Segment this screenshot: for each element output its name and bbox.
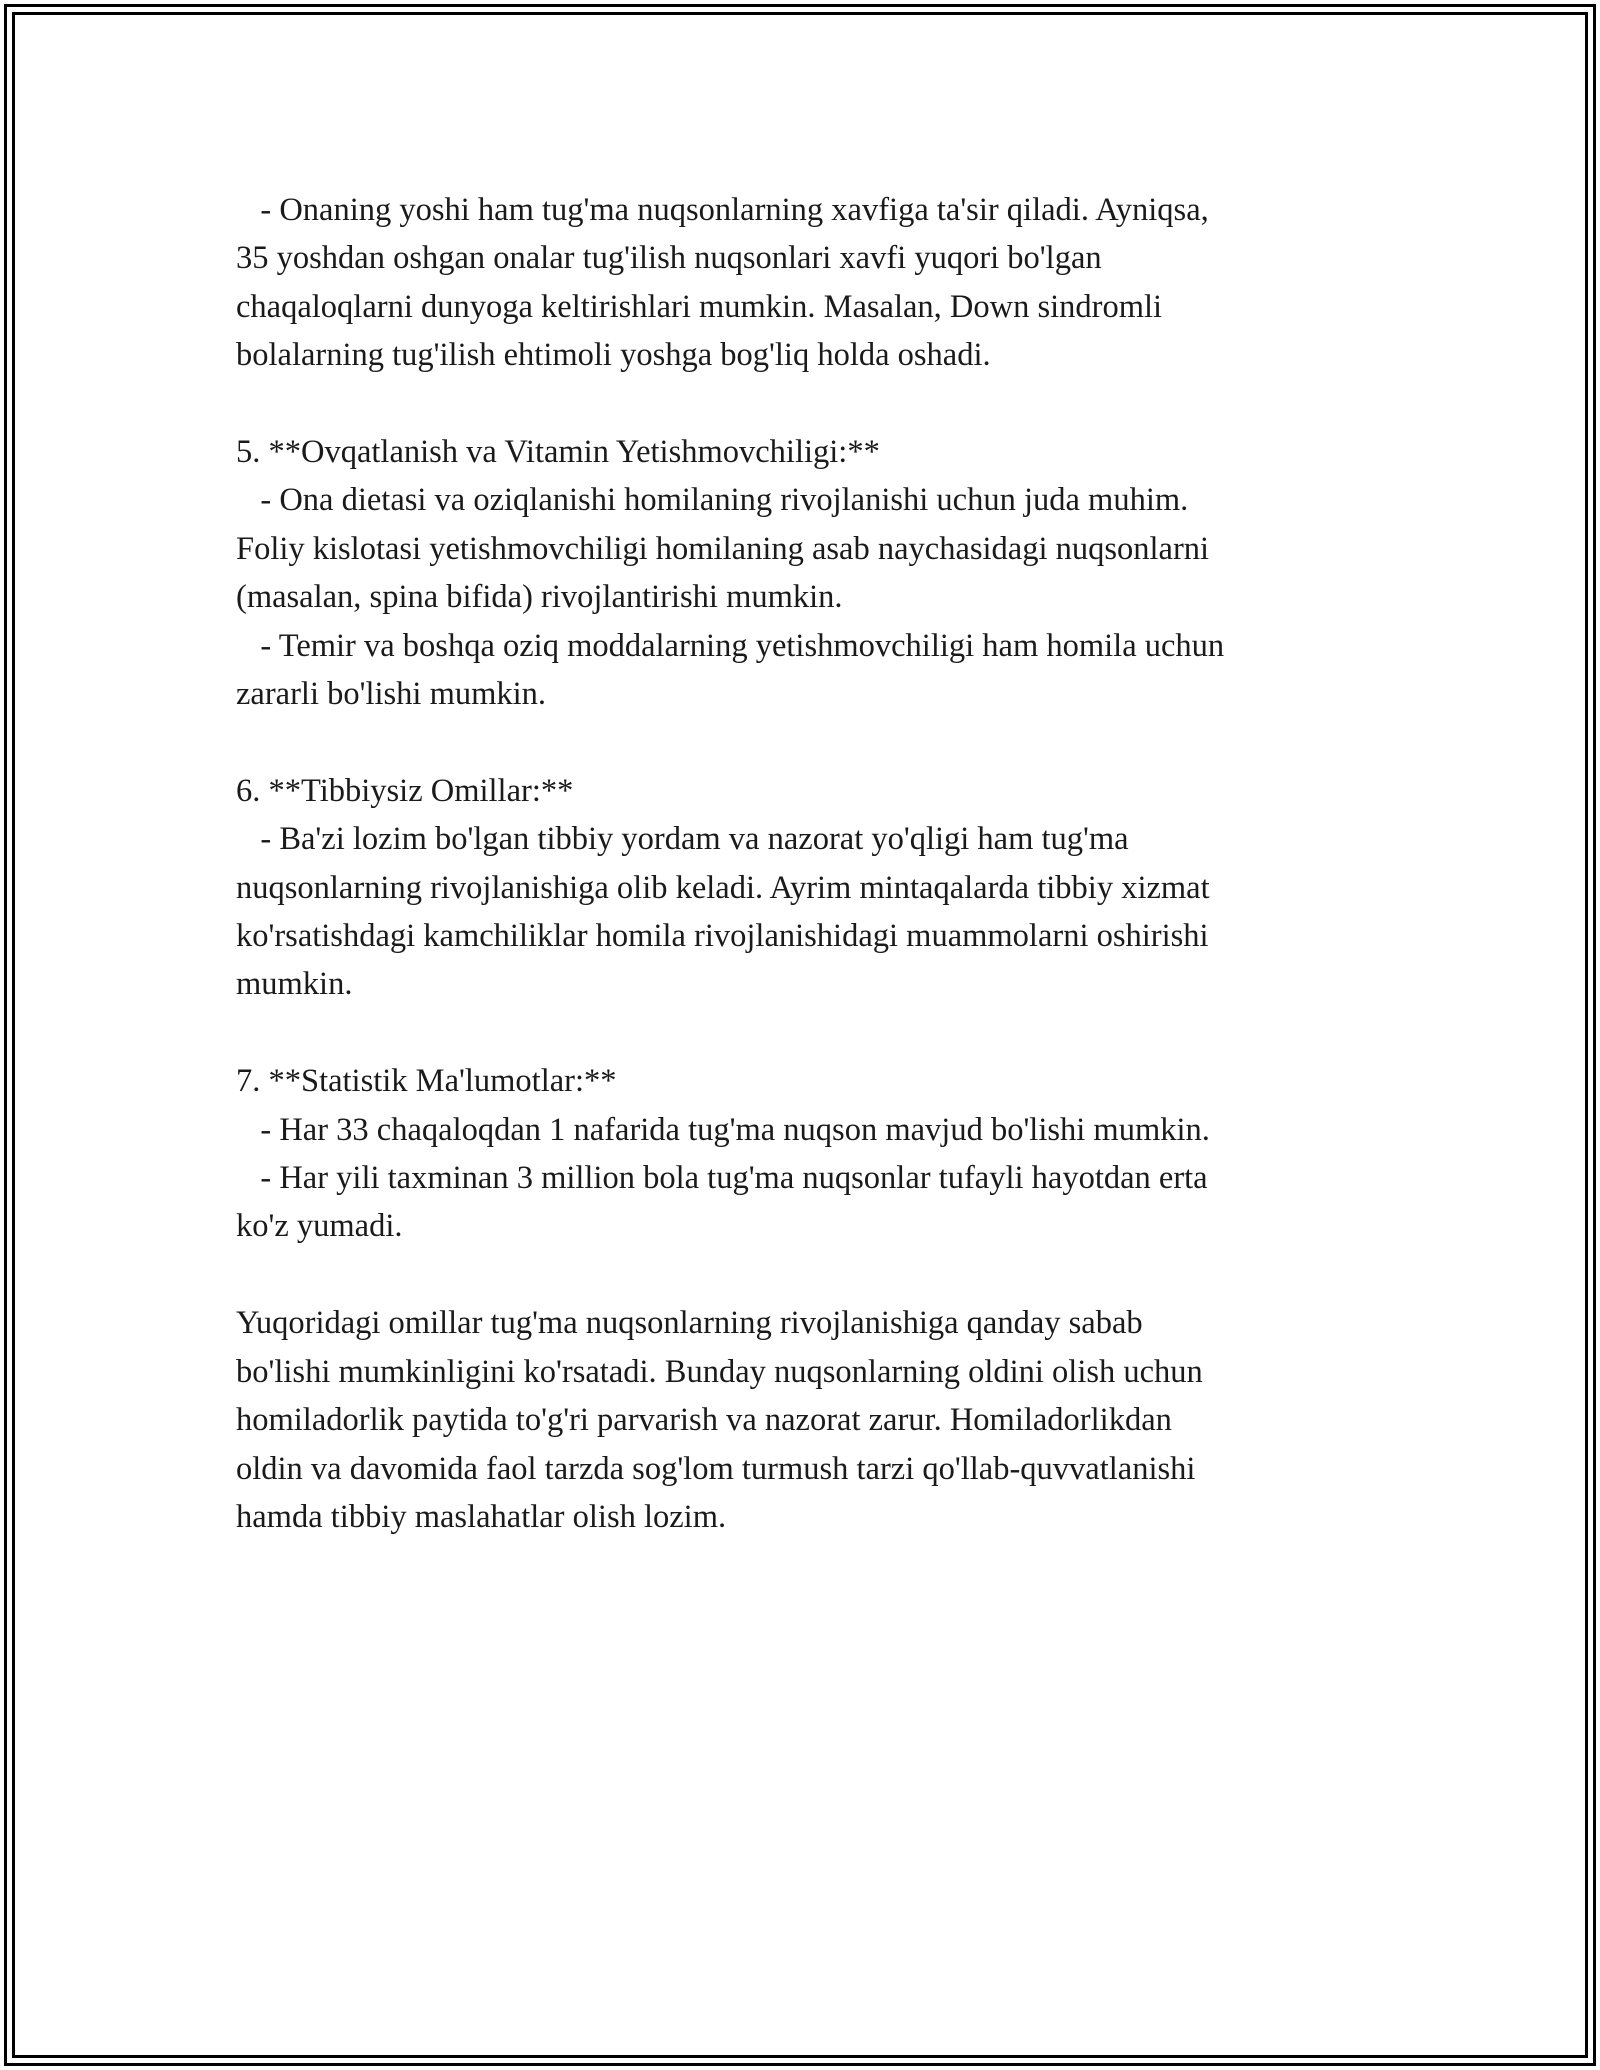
text-line: - Temir va boshqa oziq moddalarning yetishmovchiligi ham homila uchun [236,627,1225,664]
section-heading: 6. **Tibbiysiz Omillar:** [236,772,574,809]
text-line: (masalan, spina bifida) rivojlantirishi mumkin. [236,579,843,616]
section-heading: 5. **Ovqatlanish va Vitamin Yetishmovchiligi:** [236,434,880,471]
text-line: - Har 33 chaqaloqdan 1 nafarida tug'ma nuqson mavjud bo'lishi mumkin. [236,1111,1210,1148]
text-line: - Ona dietasi va oziqlanishi homilaning rivojlanishi uchun juda muhim. [236,482,1189,519]
text-line: oldin va davomida faol tarzda sog'lom turmush tarzi qo'llab-quvvatlanishi [236,1450,1196,1487]
section-nutrition [236,428,1376,718]
text-line: 35 yoshdan oshgan onalar tug'ilish nuqsonlari xavfi yuqori bo'lgan [236,240,1102,277]
text-line: ko'rsatishdagi kamchiliklar homila rivojlanishidagi muammolarni oshirishi [236,918,1209,955]
text-line: - Har yili taxminan 3 million bola tug'ma nuqsonlar tufayli hayotdan erta [236,1160,1208,1197]
section-statistics [236,1057,1376,1251]
text-line: Foliy kislotasi yetishmovchiligi homilaning asab naychasidagi nuqsonlarni [236,530,1210,567]
text-line: Yuqoridagi omillar tug'ma nuqsonlarning rivojlanishiga qanday sabab [236,1305,1143,1342]
text-line: hamda tibbiy maslahatlar olish lozim. [236,1498,727,1535]
section-non-medical-factors [236,767,1376,1009]
text-line: homiladorlik paytida to'g'ri parvarish va nazorat zarur. Homiladorlikdan [236,1402,1172,1439]
paragraph-conclusion [236,1299,1376,1541]
text-line: nuqsonlarning rivojlanishiga olib keladi. Ayrim mintaqalarda tibbiy xizmat [236,869,1210,906]
text-line: ko'z yumadi. [236,1208,403,1245]
paragraph-gap [236,380,1376,428]
paragraph-gap [236,1009,1376,1057]
document-body [236,186,1376,1541]
paragraph-mother-age [236,186,1376,380]
paragraph-gap [236,718,1376,766]
text-line: bo'lishi mumkinligini ko'rsatadi. Bunday nuqsonlarning oldini olish uchun [236,1353,1203,1390]
paragraph-gap [236,1251,1376,1299]
text-line: - Ba'zi lozim bo'lgan tibbiy yordam va nazorat yo'qligi ham tug'ma [236,821,1129,858]
text-line: chaqaloqlarni dunyoga keltirishlari mumkin. Masalan, Down sindromli [236,288,1163,325]
text-line: - Onaning yoshi ham tug'ma nuqsonlarning xavfiga ta'sir qiladi. Ayniqsa, [236,192,1209,228]
text-line: zararli bo'lishi mumkin. [236,676,547,713]
section-heading: 7. **Statistik Ma'lumotlar:** [236,1063,617,1100]
text-line: mumkin. [236,966,353,1003]
text-line: bolalarning tug'ilish ehtimoli yoshga bog'liq holda oshadi. [236,337,991,374]
